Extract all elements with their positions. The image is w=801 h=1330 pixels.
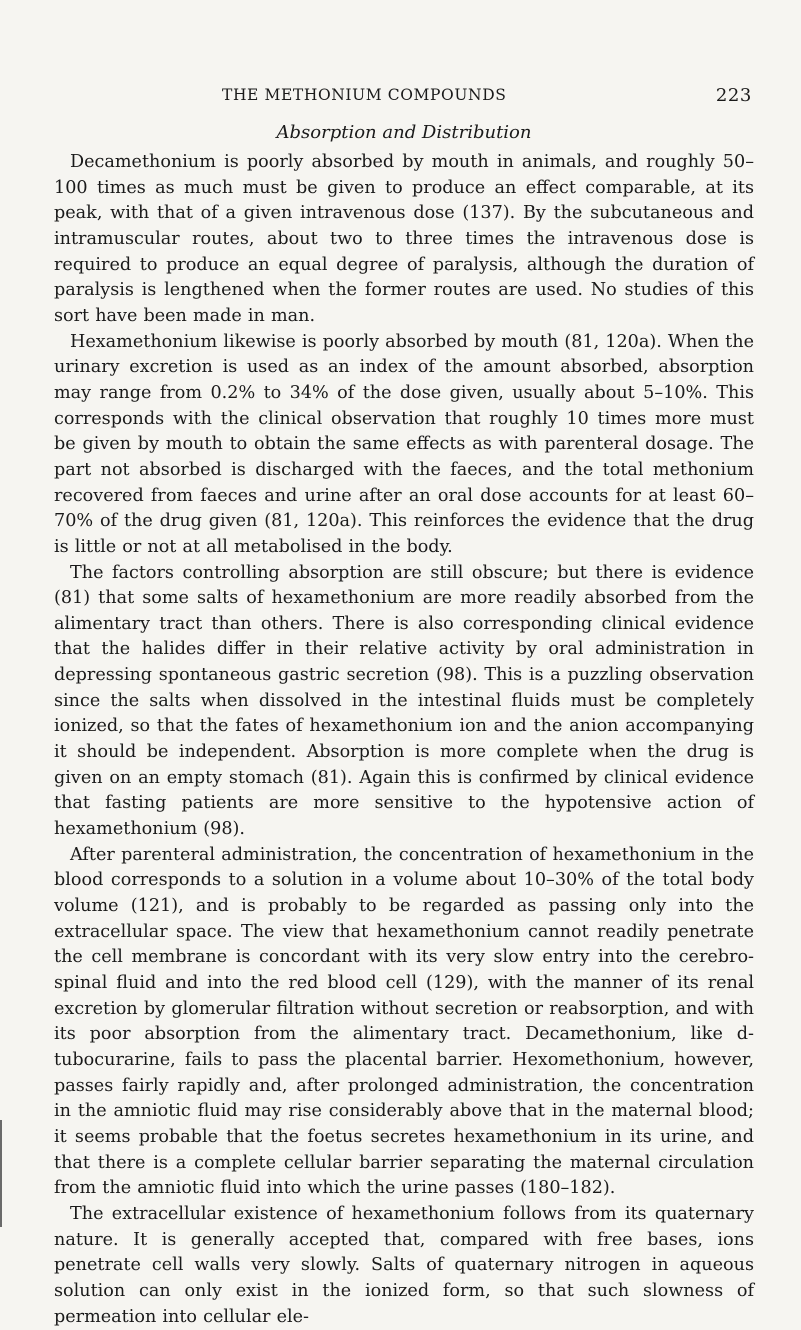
running-head [54, 86, 754, 114]
running-title: THE METHONIUM COMPOUNDS [222, 86, 507, 104]
book-page [54, 86, 754, 1330]
paragraph-absorption-factors: The factors controlling absorption are still obscure; but there is evidence (81) that some salts of hexamethonium are more readily absorbed from the alimentary tract than others. There is also corresponding clinical evidence that the halides differ in their relative activity by oral administration in depressing spontaneous gastric secretion (98). This is a puzzling observation since the salts when dissolved in the intestinal fluids must be completely ionized, so that the fates of hexamethonium ion and the anion accompanying it should be independent. Absorption is more complete when the drug is given on an empty stomach (81). Again this is confirmed by clinical evidence that fasting patients are more sensitive to the hypotensive action of hexamethonium (98). [54, 562, 754, 840]
page-number: 223 [715, 85, 752, 106]
paragraph-hexamethonium-absorption: Hexamethonium likewise is poorly absorbed by mouth (81, 120a). When the urinary excretion is used as an index of the amount absorbed, absorption may range from 0.2% to 34% of the dose given, usually about 5–10%. This corresponds with the clinical observation that roughly 10 times more must be given by mouth to obtain the same effects as with parenteral dosage. The part not absorbed is discharged with the faeces, and the total methonium recovered from faeces and urine after an oral dose accounts for at least 60–70% of the drug given (81, 120a). This reinforces the evidence that the drug is little or not at all metabolised in the body. [54, 331, 754, 557]
paragraph-extracellular-existence: The extracellular existence of hexamethonium follows from its quaternary nature. It is generally accepted that, compared with free bases, ions penetrate cell walls very slowly. Salts of quaternary nitrogen in aqueous solution can only exist in the ionized form, so that such slowness of permeation into cellular ele- [54, 1203, 754, 1327]
section-heading: Absorption and Distribution [276, 122, 532, 143]
paragraph-decamethonium-absorption: Decamethonium is poorly absorbed by mouth in animals, and roughly 50–100 times as much must be given to produce an effect comparable, at its peak, with that of a given intravenous dose (137). By the subcutaneous and intramuscular routes, about two to three times the intravenous dose is required to produce an equal degree of paralysis, although the duration of paralysis is lengthened when the former routes are used. No studies of this sort have been made in man. [54, 152, 754, 326]
paragraph-distribution: After parenteral administration, the concentration of hexamethonium in the blood corresponds to a solution in a volume about 10–30% of the total body volume (121), and is probably to be regarded as passing only into the extracellular space. The view that hexamethonium cannot readily penetrate the cell membrane is concordant with its very slow entry into the cerebro-spinal fluid and into the red blood cell (129), with the manner of its renal excretion by glomerular filtration without secretion or reabsorption, and with its poor absorption from the alimentary tract. Decamethonium, like d-tubocurarine, fails to pass the placental barrier. Hexomethonium, however, passes fairly rapidly and, after prolonged administration, the concentration in the amniotic fluid may rise considerably above that in the maternal blood; it seems probable that the foetus secretes hexamethonium in its urine, and that there is a complete cellular barrier separating the maternal circulation from the amniotic fluid into which the urine passes (180–182). [54, 844, 754, 1199]
page-edge-shadow [0, 1120, 2, 1227]
